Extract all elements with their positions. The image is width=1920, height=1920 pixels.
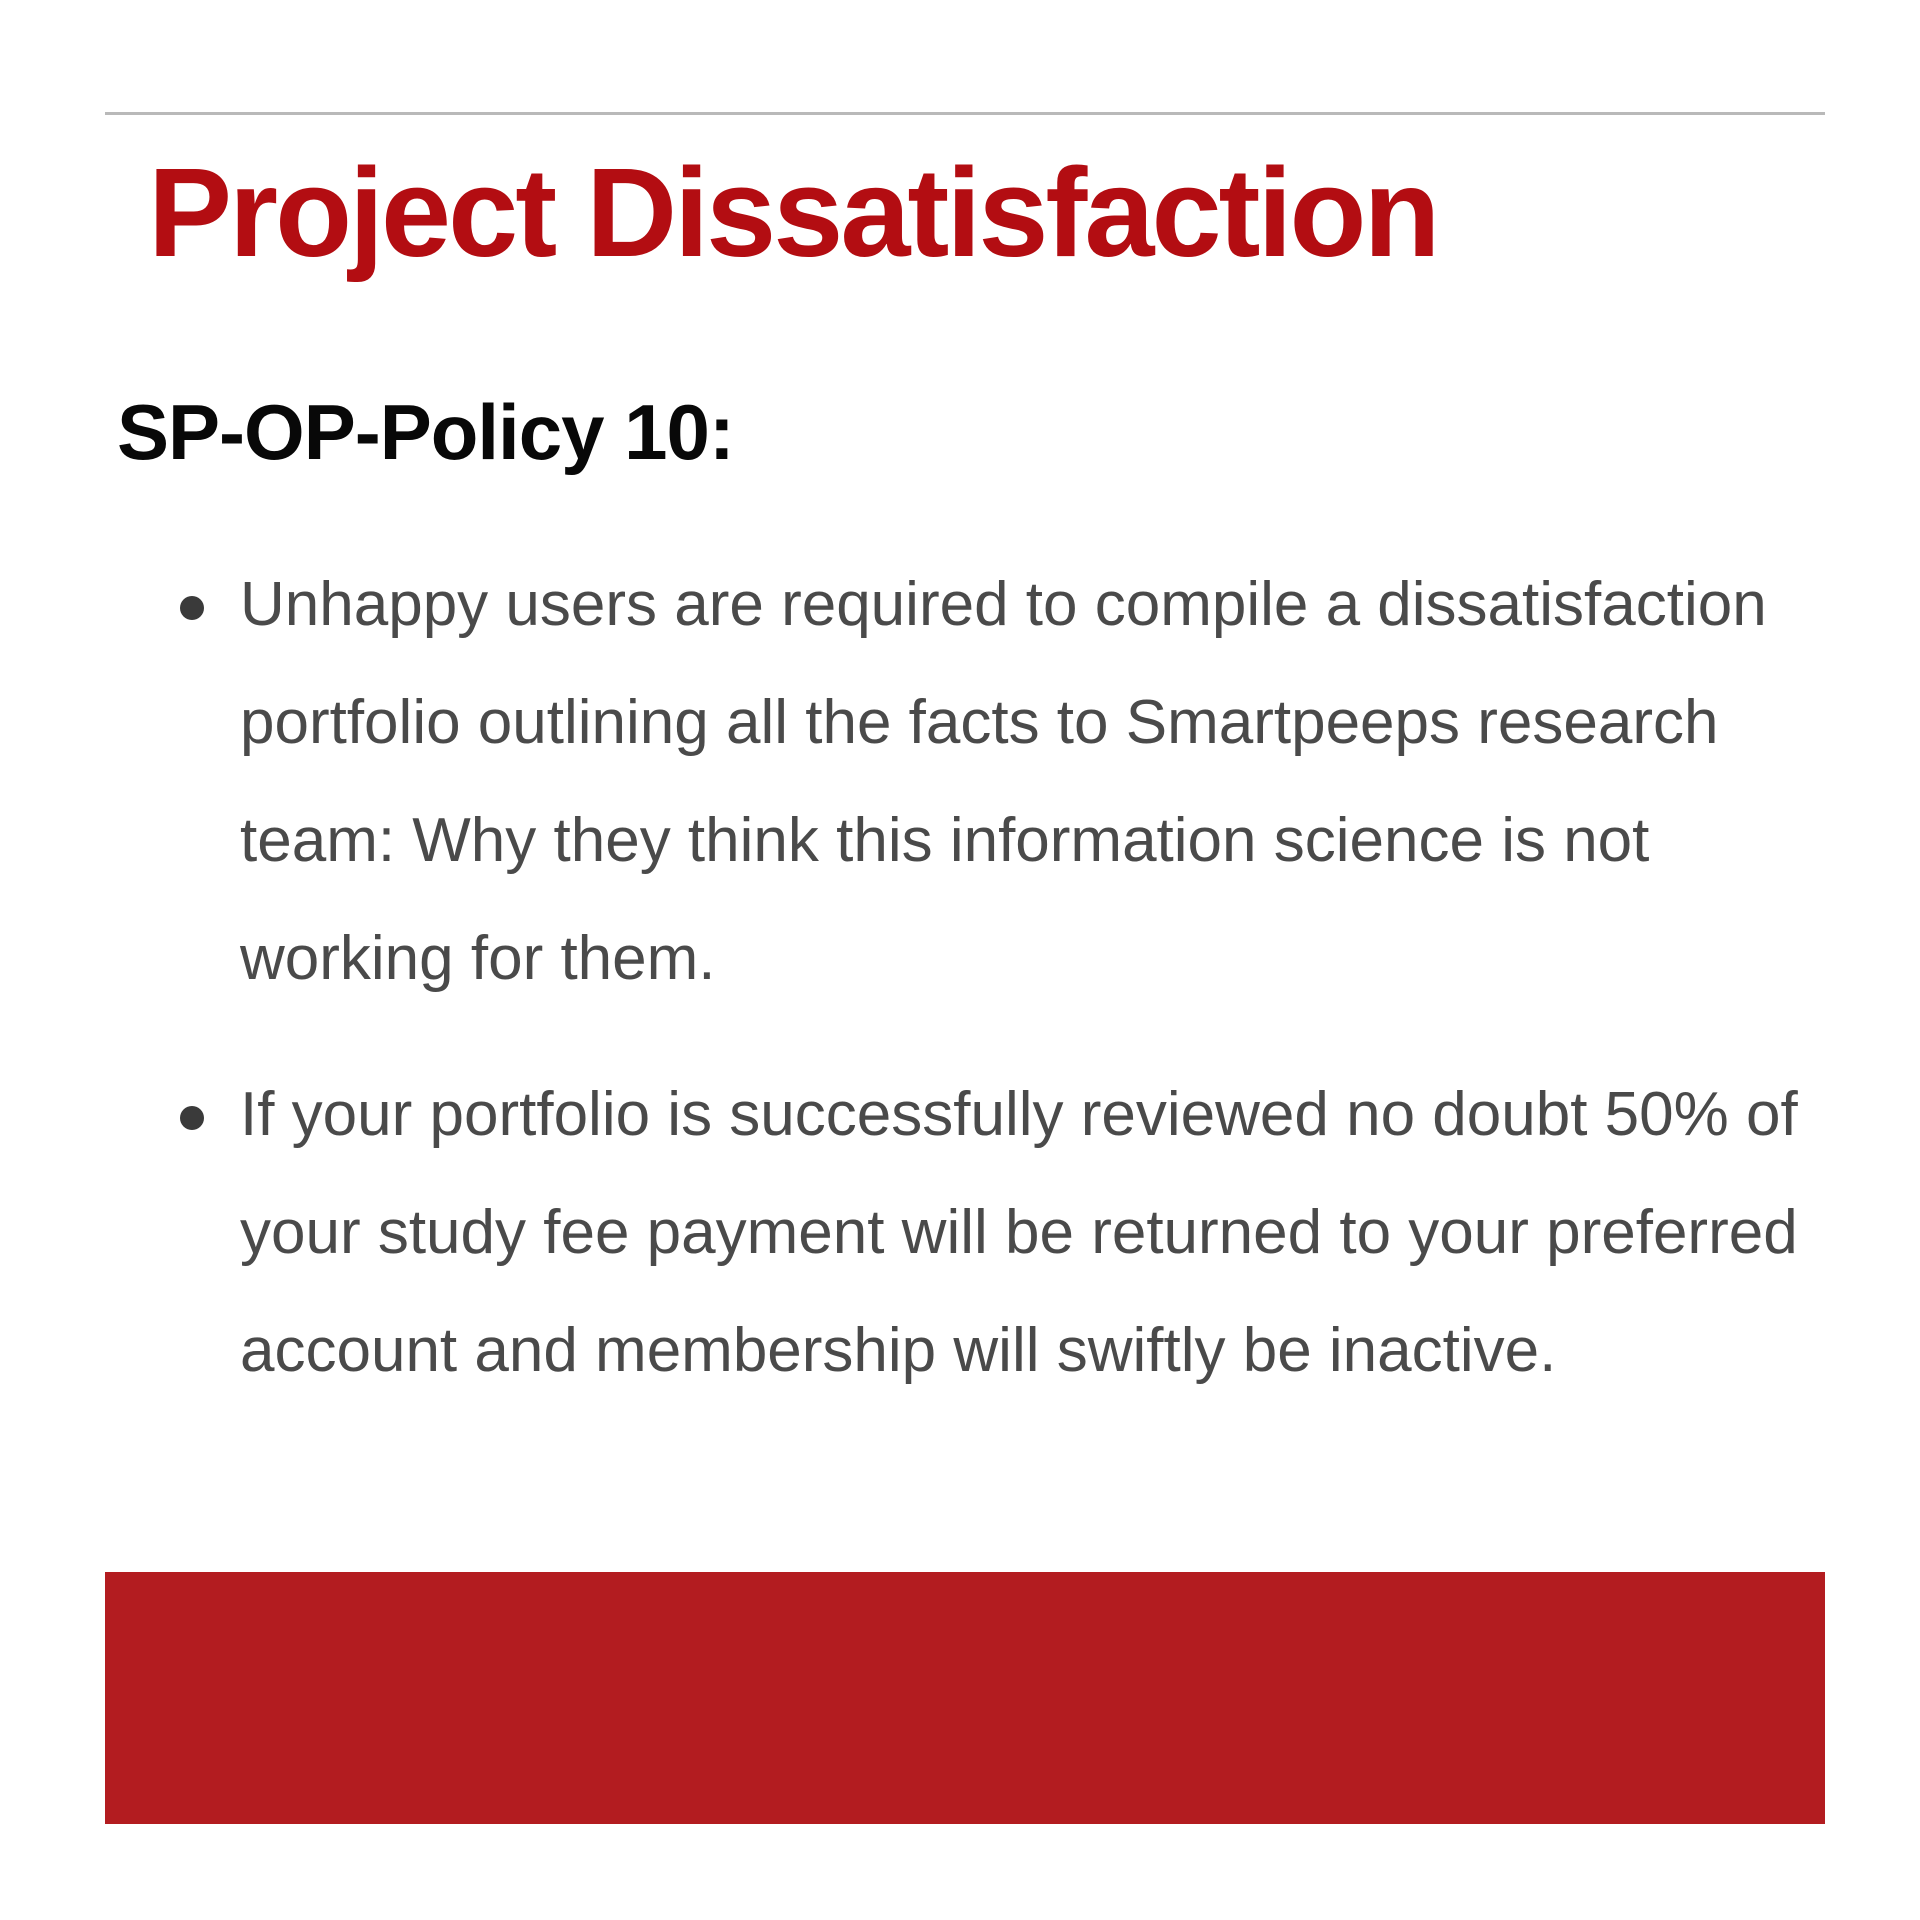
policy-list (240, 546, 1820, 1448)
top-divider (105, 112, 1825, 115)
footer-red-band (105, 1572, 1825, 1824)
list-item (240, 1056, 1820, 1410)
list-item-text: Unhappy users are required to compile a dissatisfaction portfolio outlining all the facts to Smartpeeps research team: Why they think this information science is not working for them. (240, 570, 1767, 993)
policy-heading: SP-OP-Policy 10: (117, 388, 734, 476)
bullet-dot-icon (180, 596, 204, 620)
page-title: Project Dissatisfaction (148, 142, 1438, 283)
list-item (240, 546, 1820, 1018)
bullet-dot-icon (180, 1106, 204, 1130)
list-item-text: If your portfolio is successfully reviewed no doubt 50% of your study fee payment will be returned to your preferred account and membership will swiftly be inactive. (240, 1080, 1798, 1385)
